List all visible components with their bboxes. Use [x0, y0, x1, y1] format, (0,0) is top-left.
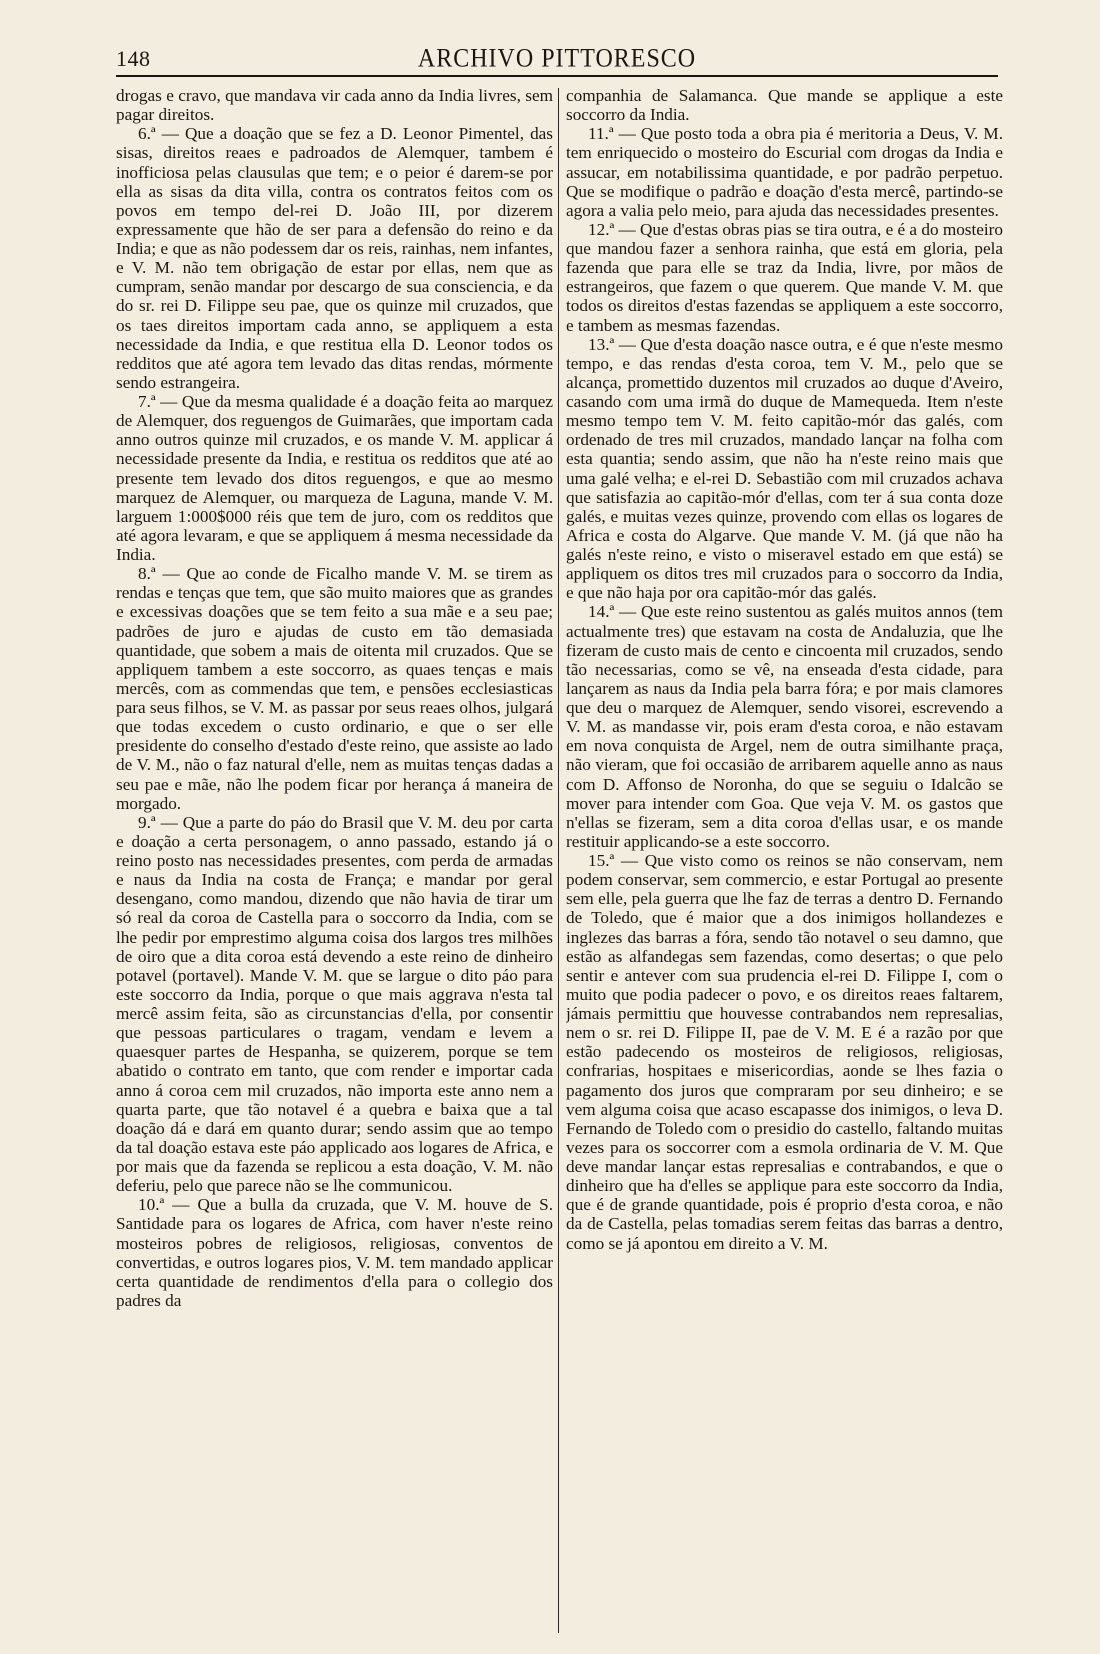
paragraph: companhia de Salamanca. Que mande se applique a este soccorro da India. — [566, 86, 1003, 125]
paragraph: 6.ª — Que a doação que se fez a D. Leonor Pimentel, das sisas, direitos reaes e padroados de Alemquer, tambem é inofficiosa pelas clausulas que tem; e o peior é darem-se por ella as sisas da dita villa, contra os contratos feitos com os povos em tempo del-rei D. João III, por dizerem expressamente que hão de ser para a defensão do reino e da India; e que as não podessem dar os reis, rainhas, nem infantes, e V. M. não tem obrigação de estar por ellas, nem que as cumpram, senão mandar por descargo de sua consciencia, e da do sr. rei D. Filippe seu pae, que os quinze mil cruzados, que os taes direitos importam cada anno, se appliquem a esta necessidade da India, e que restitua ella D. Leonor todos os redditos que até agora tem levado das ditas rendas, mórmente sendo estrangeira. — [116, 124, 553, 392]
header-rule — [116, 75, 998, 77]
paragraph: 13.ª — Que d'esta doação nasce outra, e é que n'este mesmo tempo, e das rendas d'esta coroa, tem V. M., pelo que se alcança, promettido duzentos mil cruzados ao duque d'Aveiro, casando com uma irmã do duque de Mamequeda. Item n'este mesmo tempo tem V. M. feito capitão-mór das galés, com ordenado de tres mil cruzados, mandado lançar na folha com esta quantia; sendo assim, que não ha n'este reino mais que uma galé velha; e el-rei D. Sebastião com mil cruzados achava que satisfazia ao capitão-mór d'ellas, com ter á sua conta doze galés, e muitas vezes quinze, provendo com ellas os logares de Africa e costa do Algarve. Que mande V. M. (já que não ha galés n'este reino, e visto o miseravel estado em que está) se appliquem os ditos tres mil cruzados para o soccorro da India, e que não haja por ora capitão-mór das galés. — [566, 334, 1003, 603]
running-title: ARCHIVO PITTORESCO — [417, 44, 697, 74]
paragraph: 8.ª — Que ao conde de Ficalho mande V. M. se tirem as rendas e tenças que tem, que são muito maiores que as grandes e excessivas doações que se tem feito a sua mãe e a seu pae; padrões de juro e ajudas de custo em tão demasiada quantidade, que sobem a mais de oitenta mil cruzados. Que se appliquem tambem a este soccorro, as quaes tenças e mais mercês, com as commendas que tem, e pensões ecclesiasticas para seus filhos, se V. M. as passar por seus reaes olhos, julgará que todas excedem o custo ordinario, e que o ser elle presidente do conselho d'estado d'este reino, que assiste ao lado de V. M., não o faz natural d'elle, nem as muitas tenças dadas a seu pae e mãe, não lhe podem ficar por herança á maneira de morgado. — [116, 564, 553, 813]
paragraph: 9.ª — Que a parte do páo do Brasil que V. M. deu por carta e doação a certa personagem, o anno passado, estando já o reino posto nas necessidades presentes, com perda de armadas e naus da India na costa de França; e mandar por geral desengano, como mandou, dizendo que não havia de tirar um só real da coroa de Castella para o soccorro da India, com se lhe pedir por emprestimo alguma coisa dos largos tres milhões de oiro que a dita coroa está devendo a este reino de dinheiro potavel (portavel). Mande V. M. que se largue o dito páo para este soccorro da India, porque o que mais aggrava n'esta tal mercê assim feita, são as circunstancias d'ella, por consentir que pessoas particulares o tragam, vendam e levem a quaesquer partes de Hespanha, se quizerem, porque se tem abatido o contrato em tanto, que com render e importar cada anno á coroa cem mil cruzados, não importa este anno nem a quarta parte, que tão notavel é a quebra e baixa que a tal doação dá e dará em quanto durar; sendo assim que ao tempo da tal doação estava este páo applicado aos logares de Africa, e por mais que da fazenda se replicou a esta doação, V. M. não deferiu, pelo que parece não se lhe communicou. — [116, 812, 553, 1196]
page-number: 148 — [116, 46, 151, 71]
right-column — [566, 86, 1003, 1636]
paragraph: 12.ª — Que d'estas obras pias se tira outra, e é a do mosteiro que mandou fazer a senhora rainha, que está em gloria, pela fazenda que para elle se traz da India, livre, por mãos de estrangeiros, que fazem o que querem. Que mande V. M. que todos os direitos d'estas fazendas se appliquem a este soccorro, e tambem as mesmas fazendas. — [566, 219, 1003, 335]
paragraph: 7.ª — Que da mesma qualidade é a doação feita ao marquez de Alemquer, dos reguengos de Guimarães, que importam cada anno outros quinze mil cruzados, e os mande V. M. applicar á necessidade presente da India, e restitua os redditos que até ao presente tem levado dos ditos reguengos, e que ao mesmo marquez de Alemquer, ou marqueza de Laguna, mande V. M. larguem 1:000$000 réis que tem de juro, com os redditos que até agora levaram, e que se appliquem á mesma necessidade da India. — [116, 392, 553, 564]
paragraph: 15.ª — Que visto como os reinos se não conservam, nem podem conservar, sem commercio, e estar Portugal ao presente sem elle, pela guerra que lhe faz de terras a dentro D. Fernando de Toledo, que é maior que a dos inimigos hollandezes e inglezes das barras a fóra, sendo tão notavel o seu damno, que estão as alfandegas sem fazendas, como desertas; o que pelo sentir e antever com sua prudencia el-rei D. Filippe I, com o muito que podia padecer o povo, e os direitos reaes faltarem, jámais permittiu que houvesse contrabandos nem represalias, nem o sr. rei D. Filippe II, pae de V. M. E é a razão por que estão padecendo os mosteiros de religiosos, religiosas, confrarias, hospitaes e misericordias, aonde se lhes fazia o pagamento dos juros que compraram por seu dinheiro; e se vem alguma coisa que acaso escapasse dos inimigos, o leva D. Fernando de Toledo com o presidio do castello, faltando muitas vezes para os soccorrer com a esmola ordinaria de V. M. Que deve mandar lançar estas represalias e contrabandos, e que o dinheiro que ha d'elles se applique para este soccorro da India, que é de grande quantidade, pois é proprio d'esta coroa, e não da de Castella, pelas tomadias serem feitas das barras a dentro, como se já apontou em direito a V. M. — [566, 851, 1003, 1253]
page-header — [116, 44, 998, 74]
left-column — [116, 86, 553, 1636]
paragraph: 14.ª — Que este reino sustentou as galés muitos annos (tem actualmente tres) que estavam na costa de Andaluzia, que lhe fizeram de custo mais de cento e cincoenta mil cruzados, sendo tão necessarias, como se vê, na enseada d'esta cidade, para lançarem as naus da India pela barra fóra; e por mais clamores que deu o marquez de Alemquer, sendo visorei, escrevendo a V. M. as mandasse vir, pois eram d'esta coroa, e não estavam em nova conquista de Argel, nem de outra similhante praça, não vieram, que foi occasião de arribarem aquelle anno as naus com D. Affonso de Noronha, do que se seguiu o Idalcão se mover para intender com Goa. Que veja V. M. os gastos que n'ellas se fizeram, sem a dita coroa d'ellas usar, e os mande restituir applicando-se a este soccorro. — [566, 602, 1003, 851]
paragraph: drogas e cravo, que mandava vir cada anno da India livres, sem pagar direitos. — [116, 86, 553, 125]
paragraph: 11.ª — Que posto toda a obra pia é meritoria a Deus, V. M. tem enriquecido o mosteiro do Escurial com drogas da India e assucar, em notabilissima quantidade, e por padrão perpetuo. Que se modifique o padrão e doação d'esta mercê, partindo-se agora a valia pelo meio, para ajuda das necessidades presentes. — [566, 124, 1003, 220]
column-divider — [558, 88, 559, 1633]
paragraph: 10.ª — Que a bulla da cruzada, que V. M. houve de S. Santidade para os logares de Africa, com haver n'este reino mosteiros pobres de religiosos, religiosas, conventos de convertidas, e outros logares pios, V. M. tem mandado applicar certa quantidade de rendimentos d'ella para o collegio dos padres da — [116, 1195, 553, 1310]
